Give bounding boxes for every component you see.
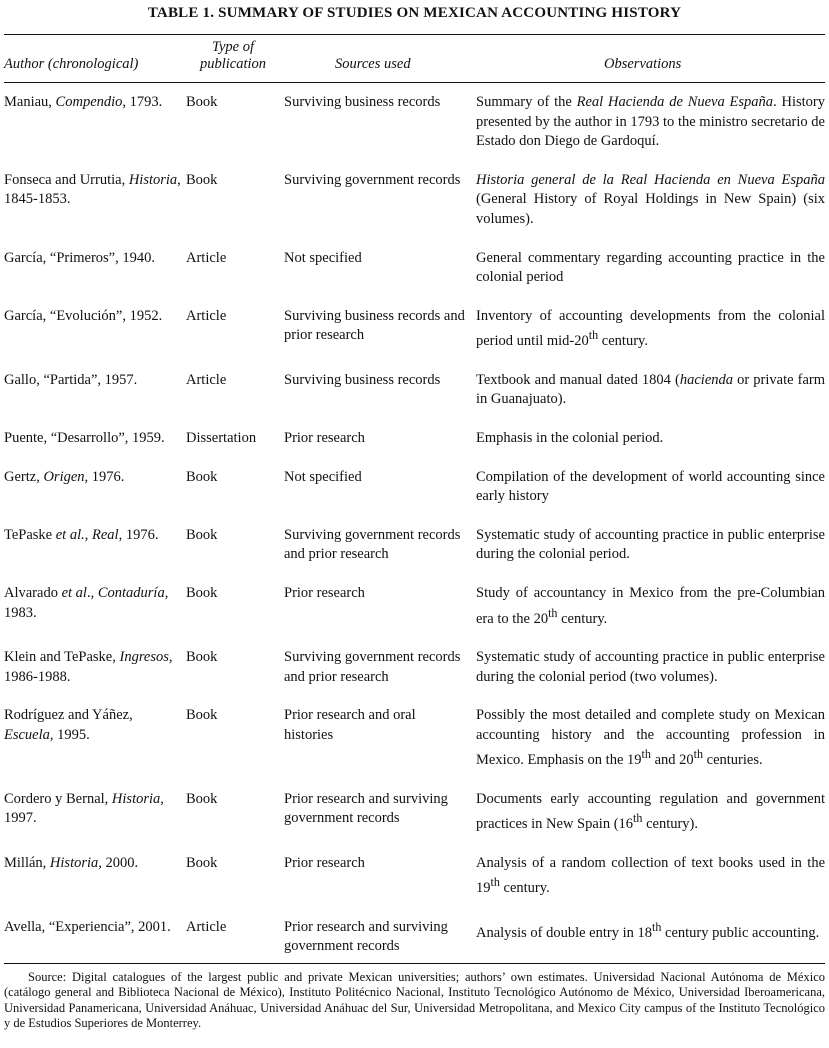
type-cell: Article — [186, 918, 227, 935]
document-page — [0, 4, 829, 1048]
type-cell: Article — [186, 249, 227, 266]
header-type-line2: publication — [199, 56, 267, 72]
author-cell: TePaske et al., Real, 1976. — [4, 526, 159, 543]
author-cell: Fonseca and Urrutia, Historia, 1845-1853. — [4, 171, 181, 208]
observations-cell: Analysis of double entry in 18th century public accounting. — [476, 919, 820, 941]
author-cell: Klein and TePaske, Ingresos, 1986-1988. — [4, 648, 173, 685]
sources-cell: Surviving government records and prior research — [284, 526, 461, 563]
table-row — [4, 706, 825, 790]
sources-cell: Prior research and oral histories — [284, 707, 416, 743]
header-observations: Observations — [476, 35, 825, 83]
header-type-line1: Type of — [211, 39, 254, 55]
observations-cell: Textbook and manual dated 1804 (hacienda or private farm in Guanajuato). — [476, 371, 825, 408]
type-cell: Book — [186, 584, 218, 601]
type-cell: Book — [186, 707, 218, 724]
author-cell: Alvarado et al., Contaduría, 1983. — [4, 584, 169, 621]
type-cell: Book — [186, 468, 218, 485]
table-row — [4, 429, 825, 468]
table-row — [4, 648, 825, 706]
type-cell: Book — [186, 94, 218, 110]
source-note: Source: Digital catalogues of the largest public and private Mexican universities; authors’ own estimates. Universidad Nacional Autónoma de México (catálogo general and Biblioteca Nacional de México), Instituto Politécnico Nacional, Instituto Tecnológico Autónomo de México, Universidad Iberoamericana, Universidad Panamericana, Universidad Anáhuac, Universidad Anáhuac del Sur, Universidad Metropolitana, and Mexico City campus of the Instituto Tecnológico y de Estudios Superiores de Monterrey. — [4, 969, 825, 1031]
observations-cell: Systematic study of accounting practice in public enterprise during the colonial period. — [476, 526, 825, 563]
type-cell: Book — [186, 854, 218, 871]
sources-cell: Not specified — [284, 249, 362, 266]
sources-cell: Surviving business records and prior research — [284, 307, 465, 344]
bottom-rule — [4, 963, 825, 964]
studies-table — [4, 35, 825, 963]
observations-cell: Study of accountancy in Mexico from the pre-Columbian era to the 20th century. — [476, 584, 825, 627]
header-sources: Sources used — [280, 35, 476, 83]
type-cell: Article — [186, 371, 227, 388]
type-cell: Book — [186, 790, 218, 807]
observations-cell: Inventory of accounting developments from the colonial period until mid-20th century. — [476, 307, 825, 350]
observations-cell: Systematic study of accounting practice in public enterprise during the colonial period (two volumes). — [476, 648, 825, 685]
table-row — [4, 526, 825, 584]
author-cell: García, “Evolución”, 1952. — [4, 307, 163, 324]
sources-cell: Not specified — [284, 468, 362, 485]
header-author: Author (chronological) — [4, 35, 186, 83]
author-cell: Gallo, “Partida”, 1957. — [4, 371, 138, 388]
author-cell: Avella, “Experiencia”, 2001. — [4, 918, 171, 935]
header-type — [186, 35, 280, 83]
author-cell: Millán, Historia, 2000. — [4, 854, 139, 871]
sources-cell: Prior research and surviving government records — [284, 918, 448, 955]
observations-cell: Emphasis in the colonial period. — [476, 429, 664, 446]
observations-cell: Historia general de la Real Hacienda en Nueva España (General History of Royal Holdings in New Spain) (six volumes). — [476, 171, 825, 227]
sources-cell: Surviving government records and prior research — [284, 648, 461, 685]
table-row — [4, 83, 825, 171]
sources-cell: Surviving business records — [284, 94, 441, 110]
table-row — [4, 307, 825, 371]
observations-cell: Compilation of the development of world accounting since early history — [476, 468, 825, 505]
header-row — [4, 35, 825, 83]
sources-cell: Prior research and surviving government records — [284, 790, 448, 827]
type-cell: Book — [186, 648, 218, 665]
table-row — [4, 918, 825, 963]
observations-cell: Possibly the most detailed and complete study on Mexican accounting history and the accounting profession in Mexico. Emphasis on the 19th and 20th centuries. — [476, 707, 825, 769]
type-cell: Book — [186, 171, 218, 188]
author-cell: Gertz, Origen, 1976. — [4, 468, 125, 485]
table-row — [4, 790, 825, 854]
author-cell: Puente, “Desarrollo”, 1959. — [4, 429, 165, 446]
table-row — [4, 371, 825, 429]
type-cell: Dissertation — [186, 429, 257, 446]
observations-cell: General commentary regarding accounting practice in the colonial period — [476, 249, 825, 286]
author-cell: Rodríguez and Yáñez, Escuela, 1995. — [4, 707, 133, 743]
table-body — [4, 83, 825, 963]
sources-cell: Prior research — [284, 584, 365, 601]
author-cell: Maniau, Compendio, 1793. — [4, 94, 163, 110]
table-title: TABLE 1. SUMMARY OF STUDIES ON MEXICAN ACCOUNTING HISTORY — [147, 5, 682, 21]
observations-cell: Analysis of a random collection of text books used in the 19th century. — [476, 854, 825, 897]
type-cell: Article — [186, 307, 227, 324]
observations-cell: Summary of the Real Hacienda de Nueva España. History presented by the author in 1793 to the ministro secretario de Estado don Diego de Gardoquí. — [476, 94, 826, 150]
table-row — [4, 854, 825, 918]
type-cell: Book — [186, 526, 218, 543]
sources-cell: Prior research — [284, 854, 365, 871]
table-row — [4, 171, 825, 249]
sources-cell: Surviving government records — [284, 171, 461, 188]
table-row — [4, 468, 825, 526]
table-row — [4, 249, 825, 307]
sources-cell: Surviving business records — [284, 371, 441, 388]
sources-cell: Prior research — [284, 429, 365, 446]
observations-cell: Documents early accounting regulation and government practices in New Spain (16th century). — [476, 790, 825, 833]
author-cell: García, “Primeros”, 1940. — [4, 249, 155, 266]
author-cell: Cordero y Bernal, Historia, 1997. — [4, 790, 164, 827]
table-row — [4, 584, 825, 648]
